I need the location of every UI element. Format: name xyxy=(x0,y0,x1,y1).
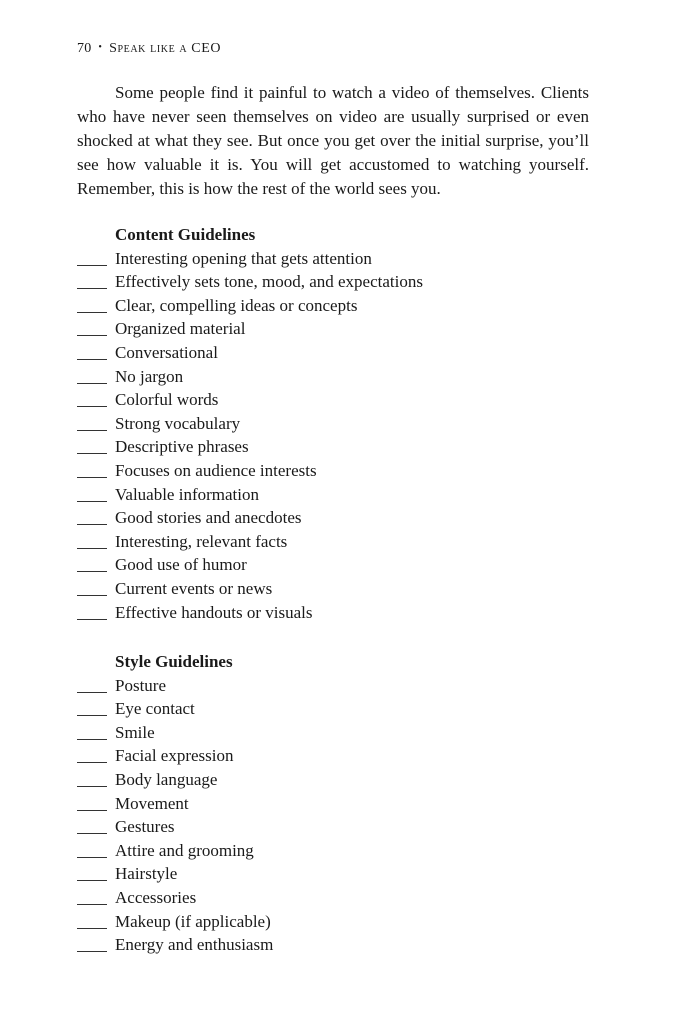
checkbox-blank-line[interactable] xyxy=(77,523,107,525)
checklist-item-label: Movement xyxy=(115,793,189,813)
checklist-item-label: No jargon xyxy=(115,366,184,386)
checklist-item xyxy=(77,815,597,839)
checklist-item-label: Conversational xyxy=(115,342,218,362)
checkbox-blank-line[interactable] xyxy=(77,879,107,881)
checkbox-blank-line[interactable] xyxy=(77,809,107,811)
checklist-item-label: Colorful words xyxy=(115,390,219,410)
checklist-item-label: Valuable information xyxy=(115,484,259,504)
checklist-item-label: Descriptive phrases xyxy=(115,437,249,457)
checklist-item xyxy=(77,435,597,459)
checklist-item-label: Strong vocabulary xyxy=(115,413,241,433)
checklist-item-label: Effectively sets tone, mood, and expectations xyxy=(115,272,423,292)
checklist-item xyxy=(77,412,597,436)
checkbox-blank-line[interactable] xyxy=(77,429,107,431)
checkbox-blank-line[interactable] xyxy=(77,594,107,596)
checklist-item-label: Interesting, relevant facts xyxy=(115,531,288,551)
checklist-item xyxy=(77,483,597,507)
checklist-item-label: Interesting opening that gets attention xyxy=(115,248,372,268)
checklist-item xyxy=(77,530,597,554)
checklist-item-label: Facial expression xyxy=(115,746,234,766)
checklist-item xyxy=(77,768,597,792)
checklist-item xyxy=(77,674,597,698)
checklist-item xyxy=(77,577,597,601)
checkbox-blank-line[interactable] xyxy=(77,405,107,407)
checklist-item xyxy=(77,341,597,365)
checklist-item xyxy=(77,697,597,721)
content-guidelines-list xyxy=(77,247,597,625)
style-guidelines-heading: Style Guidelines xyxy=(115,652,233,671)
checkbox-blank-line[interactable] xyxy=(77,452,107,454)
separator-bullet: • xyxy=(98,42,103,53)
checklist-item xyxy=(77,721,597,745)
checkbox-blank-line[interactable] xyxy=(77,903,107,905)
checklist-item-label: Gestures xyxy=(115,817,175,837)
content-guidelines-heading: Content Guidelines xyxy=(115,225,256,244)
intro-paragraph: Some people find it painful to watch a video of themselves. Clients who have never seen themselves on video are usually surprised or even shocked at what they see. But once you get over the initial surprise, you’ll see how valuable it is. You will get accustomed to watching yourself. Remember, this is how the rest of the world sees you. xyxy=(77,83,589,198)
checklist-item-label: Focuses on audience interests xyxy=(115,460,317,480)
checklist-item-label: Good use of humor xyxy=(115,555,247,575)
checklist-item-label: Energy and enthusiasm xyxy=(115,935,274,955)
checklist-item-label: Clear, compelling ideas or concepts xyxy=(115,295,358,315)
checklist-item-label: Body language xyxy=(115,769,218,789)
checklist-item xyxy=(77,317,597,341)
checklist-item-label: Posture xyxy=(115,675,166,695)
checkbox-blank-line[interactable] xyxy=(77,832,107,834)
checkbox-blank-line[interactable] xyxy=(77,618,107,620)
style-guidelines-list xyxy=(77,674,597,957)
checklist-item xyxy=(77,792,597,816)
checklist-item xyxy=(77,365,597,389)
checklist-item xyxy=(77,247,597,271)
checklist-item xyxy=(77,270,597,294)
checklist-item-label: Good stories and anecdotes xyxy=(115,508,302,528)
content-guidelines-section xyxy=(77,223,597,624)
checklist-item-label: Accessories xyxy=(115,887,197,907)
checkbox-blank-line[interactable] xyxy=(77,927,107,929)
checklist-item xyxy=(77,862,597,886)
checklist-item xyxy=(77,459,597,483)
checklist-item-label: Smile xyxy=(115,722,155,742)
checklist-item xyxy=(77,506,597,530)
style-guidelines-section xyxy=(77,650,597,957)
checkbox-blank-line[interactable] xyxy=(77,264,107,266)
checklist-item xyxy=(77,744,597,768)
checklist-item xyxy=(77,294,597,318)
checkbox-blank-line[interactable] xyxy=(77,856,107,858)
checkbox-blank-line[interactable] xyxy=(77,785,107,787)
checkbox-blank-line[interactable] xyxy=(77,500,107,502)
checklist-item-label: Hairstyle xyxy=(115,864,178,884)
checklist-item xyxy=(77,839,597,863)
checklist-item xyxy=(77,553,597,577)
checklist-item-label: Attire and grooming xyxy=(115,840,254,860)
checkbox-blank-line[interactable] xyxy=(77,714,107,716)
checkbox-blank-line[interactable] xyxy=(77,382,107,384)
checklist-item-label: Current events or news xyxy=(115,578,273,598)
page-number: 70 xyxy=(77,41,92,56)
checklist-item xyxy=(77,886,597,910)
checkbox-blank-line[interactable] xyxy=(77,311,107,313)
checkbox-blank-line[interactable] xyxy=(77,570,107,572)
checklist-item-label: Organized material xyxy=(115,319,246,339)
checklist-item-label: Eye contact xyxy=(115,699,195,719)
checkbox-blank-line[interactable] xyxy=(77,547,107,549)
checklist-item xyxy=(77,388,597,412)
checklist-item xyxy=(77,933,597,957)
checkbox-blank-line[interactable] xyxy=(77,761,107,763)
checklist-item-label: Effective handouts or visuals xyxy=(115,602,313,622)
checkbox-blank-line[interactable] xyxy=(77,287,107,289)
running-head xyxy=(77,41,221,57)
checklist-item xyxy=(77,601,597,625)
checkbox-blank-line[interactable] xyxy=(77,334,107,336)
checkbox-blank-line[interactable] xyxy=(77,358,107,360)
checkbox-blank-line[interactable] xyxy=(77,476,107,478)
book-title: Speak like a CEO xyxy=(109,41,222,56)
checkbox-blank-line[interactable] xyxy=(77,691,107,693)
checklist-item-label: Makeup (if applicable) xyxy=(115,911,271,931)
checkbox-blank-line[interactable] xyxy=(77,950,107,952)
checklist-item xyxy=(77,910,597,934)
checkbox-blank-line[interactable] xyxy=(77,738,107,740)
